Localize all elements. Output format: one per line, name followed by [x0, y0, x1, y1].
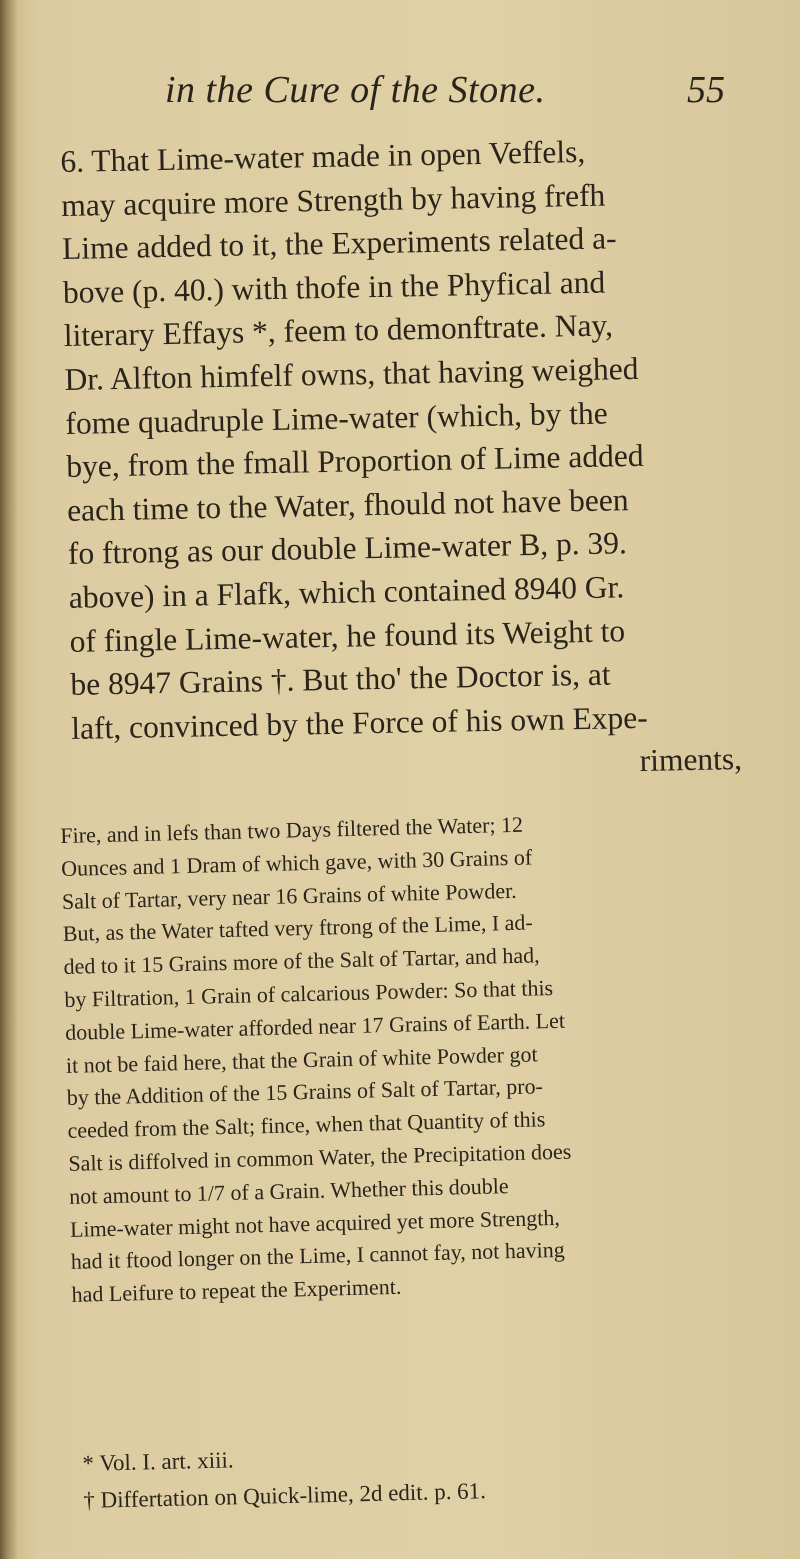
text-line: fo ftrong as our double Lime-water B, p. 39. [67, 525, 628, 572]
page-header [165, 60, 725, 120]
footnote-line: Fire, and in lefs than two Days filtered the Water; 12 [60, 811, 524, 848]
footnote-line: ceeded from the Salt; fince, when that Quantity of this [67, 1106, 546, 1144]
text-line: Lime added to it, the Experiments related a- [61, 220, 617, 267]
text-line: laft, convinced by the Force of his own Expe- [70, 699, 648, 746]
footnote-line: Lime-water might not have acquired yet more Strength, [69, 1204, 561, 1242]
spine-shadow [0, 0, 18, 1559]
catchword: riments, [639, 741, 743, 779]
main-paragraph [60, 127, 752, 794]
reference-dagger: † Differtation on Quick-lime, 2d edit. p. 61. [83, 1478, 487, 1513]
text-line: bove (p. 40.) with thofe in the Phyfical and [62, 264, 606, 310]
text-line: Dr. Alfton himfelf owns, that having weighed [64, 350, 639, 397]
footnote-line: Salt is diffolved in common Water, the Precipitation does [68, 1138, 572, 1176]
footnote-line: But, as the Water tafted very ftrong of the Lime, I ad- [62, 909, 533, 947]
footnote-line: not amount to 1/7 of a Grain. Whether this double [68, 1172, 509, 1209]
footnote-line: double Lime-water afforded near 17 Grains of Earth. Let [64, 1007, 566, 1045]
page-number: 55 [687, 69, 725, 111]
text-line: bye, from the fmall Proportion of Lime added [65, 438, 644, 485]
running-title: in the Cure of the Stone. [165, 69, 546, 111]
text-line: may acquire more Strength by having frefh [60, 177, 606, 223]
text-line: above) in a Flafk, which contained 8940 Gr. [68, 569, 625, 615]
footnote-line: ded to it 15 Grains more of the Salt of Tartar, and had, [63, 942, 540, 980]
text-line: be 8947 Grains †. But tho' the Doctor is, at [70, 656, 611, 703]
text-line: each time to the Water, fhould not have been [66, 481, 629, 528]
footnote-line: had Leifure to repeat the Experiment. [71, 1273, 402, 1308]
reference-asterisk: * Vol. I. art. xiii. [82, 1447, 234, 1476]
references [82, 1429, 734, 1519]
text-line: of fingle Lime-water, he found its Weight to [69, 612, 626, 659]
footnote-text [60, 803, 752, 1311]
footnote-line: Ounces and 1 Dram of which gave, with 30 Grains of [60, 844, 533, 881]
footnote-line: by Filtration, 1 Grain of calcarious Powder: So that this [64, 974, 554, 1012]
footnote-line: had it ftood longer on the Lime, I cannot fay, not having [70, 1237, 566, 1275]
footnote-line: by the Addition of the 15 Grains of Salt of Tartar, pro- [66, 1073, 544, 1111]
footnote-paragraph [60, 803, 752, 1311]
main-text [60, 133, 743, 794]
text-line: 6. That Lime-water made in open Veffels, [60, 133, 586, 179]
text-line: literary Effays *, feem to demonftrate. Nay, [63, 307, 614, 354]
text-line: fome quadruple Lime-water (which, by the [65, 395, 608, 441]
footnote-line: Salt of Tartar, very near 16 Grains of white Powder. [61, 877, 517, 914]
footnote-line: it not be faid here, that the Grain of white Powder got [65, 1040, 538, 1078]
